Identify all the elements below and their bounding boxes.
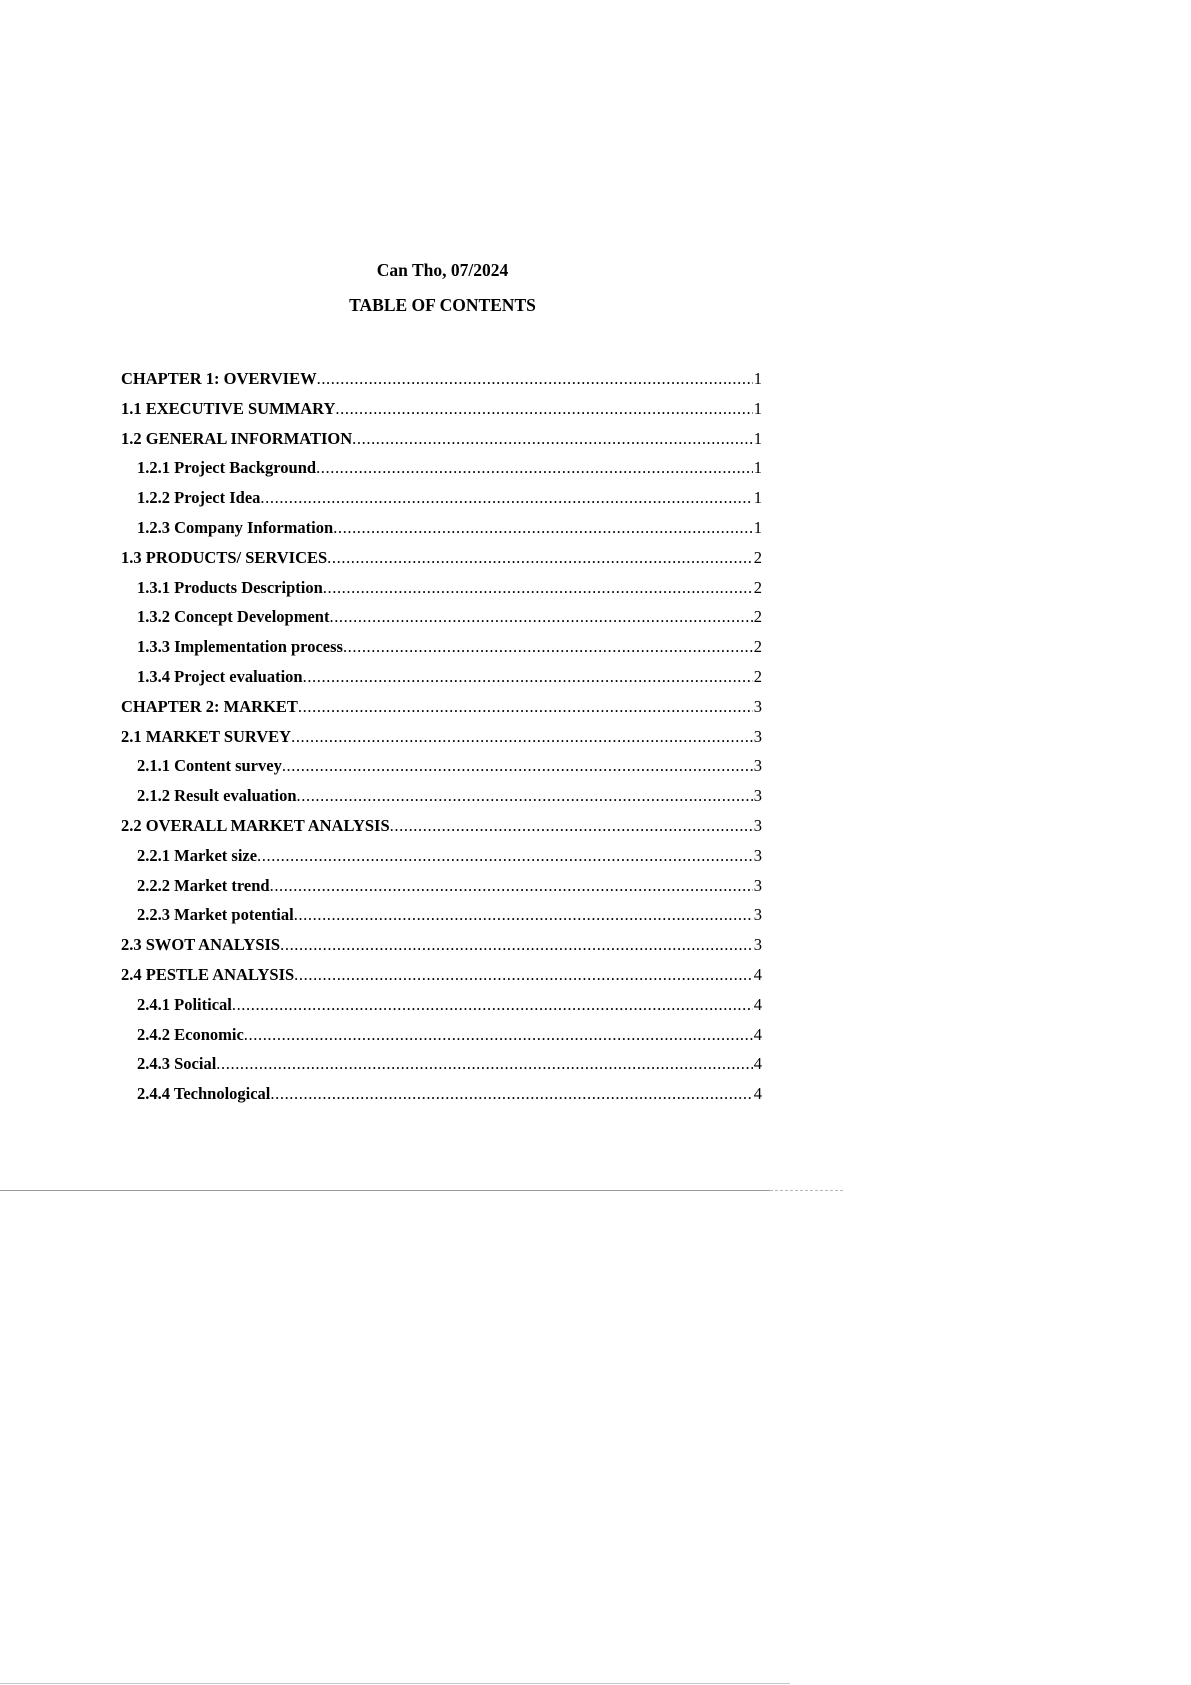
toc-entry[interactable] — [121, 453, 762, 483]
toc-dot-leader — [291, 722, 753, 752]
toc-entry-page-number: 1 — [753, 488, 762, 508]
toc-entry-page-number: 1 — [753, 517, 762, 537]
toc-dot-leader — [329, 602, 752, 632]
toc-entry[interactable] — [121, 841, 762, 871]
toc-entry-page-number: 1 — [753, 458, 762, 478]
page-break-rule — [0, 1190, 770, 1191]
toc-dot-leader — [282, 751, 753, 781]
toc-entry-title: 2.4.3 Social — [137, 1054, 217, 1074]
toc-dot-leader — [232, 990, 753, 1020]
toc-entry-page-number: 1 — [753, 428, 762, 448]
toc-entry[interactable] — [121, 513, 762, 543]
toc-entry-page-number: 2 — [753, 577, 762, 597]
toc-entry-title: CHAPTER 2: MARKET — [121, 696, 298, 716]
toc-dot-leader — [297, 781, 753, 811]
toc-dot-leader — [327, 543, 753, 573]
toc-entry-page-number: 4 — [753, 1054, 762, 1074]
toc-entry[interactable] — [121, 871, 762, 901]
toc-dot-leader — [390, 811, 753, 841]
toc-heading: TABLE OF CONTENTS — [349, 295, 536, 315]
toc-entry[interactable] — [121, 573, 762, 603]
next-page-edge — [0, 1683, 790, 1684]
toc-dot-leader — [270, 871, 753, 901]
toc-entry-title: 1.2.1 Project Background — [137, 458, 317, 478]
toc-entry-page-number: 3 — [753, 756, 762, 776]
toc-dot-leader — [303, 662, 753, 692]
toc-entry[interactable] — [121, 1049, 762, 1079]
toc-entry[interactable] — [121, 960, 762, 990]
toc-entry[interactable] — [121, 990, 762, 1020]
toc-entry-page-number: 4 — [753, 1084, 762, 1104]
toc-entry-page-number: 2 — [753, 607, 762, 627]
toc-entry-page-number: 3 — [753, 696, 762, 716]
toc-dot-leader — [244, 1020, 753, 1050]
toc-entry-title: 2.2.2 Market trend — [137, 875, 270, 895]
toc-entry-page-number: 4 — [753, 964, 762, 984]
toc-entry[interactable] — [121, 424, 762, 454]
toc-entry-page-number: 3 — [753, 815, 762, 835]
toc-entry-page-number: 3 — [753, 905, 762, 925]
toc-entry[interactable] — [121, 1079, 762, 1109]
toc-dot-leader — [333, 513, 753, 543]
dateline: Can Tho, 07/2024 — [376, 260, 509, 280]
toc-entry-title: CHAPTER 1: OVERVIEW — [121, 369, 317, 388]
toc-dot-leader — [316, 453, 753, 483]
toc-dot-leader — [298, 692, 753, 722]
toc-entry-title: 1.3 PRODUCTS/ SERVICES — [121, 547, 328, 567]
toc-entry[interactable] — [121, 662, 762, 692]
toc-entry[interactable] — [121, 602, 762, 632]
toc-dot-leader — [323, 573, 753, 603]
toc-dot-leader — [216, 1049, 752, 1079]
toc-entry-page-number: 2 — [753, 666, 762, 686]
toc-entry-title: 2.2.3 Market potential — [137, 905, 294, 925]
toc-entry[interactable] — [121, 692, 762, 722]
toc-entry-page-number: 1 — [753, 398, 762, 418]
toc-entry-title: 1.3.3 Implementation process — [137, 637, 343, 657]
toc-entry[interactable] — [121, 751, 762, 781]
toc-entry-title: 2.4.1 Political — [137, 994, 232, 1014]
toc-entry[interactable] — [121, 811, 762, 841]
toc-entry-title: 1.3.4 Project evaluation — [137, 666, 303, 686]
toc-entry[interactable] — [121, 394, 762, 424]
toc-dot-leader — [335, 394, 752, 424]
toc-dot-leader — [343, 632, 753, 662]
toc-entry-title: 1.1 EXECUTIVE SUMMARY — [121, 398, 336, 418]
toc-entry-page-number: 3 — [753, 935, 762, 955]
toc-entry-title: 2.4 PESTLE ANALYSIS — [121, 964, 295, 984]
toc-entry-title: 2.2.1 Market size — [137, 845, 258, 865]
toc-dot-leader — [352, 424, 753, 454]
toc-entry-title: 2.1.1 Content survey — [137, 756, 282, 776]
toc-entry-title: 1.3.2 Concept Development — [137, 607, 330, 627]
toc-dot-leader — [280, 930, 753, 960]
toc-entry-title: 2.4.4 Technological — [137, 1084, 271, 1104]
toc-entry-page-number: 2 — [753, 637, 762, 657]
toc-dot-leader — [294, 960, 753, 990]
table-of-contents — [121, 364, 762, 1109]
toc-dot-leader — [257, 841, 753, 871]
toc-dot-leader — [294, 900, 753, 930]
toc-entry-title: 2.1.2 Result evaluation — [137, 786, 297, 806]
toc-entry-page-number: 4 — [753, 994, 762, 1014]
toc-entry[interactable] — [121, 1020, 762, 1050]
toc-entry[interactable] — [121, 364, 762, 394]
toc-dot-leader — [317, 364, 753, 394]
toc-entry[interactable] — [121, 483, 762, 513]
toc-entry[interactable] — [121, 722, 762, 752]
toc-entry-page-number: 1 — [753, 369, 762, 388]
toc-entry-title: 1.2.3 Company Information — [137, 517, 334, 537]
toc-entry-title: 1.2.2 Project Idea — [137, 488, 261, 508]
toc-entry-title: 1.3.1 Products Description — [137, 577, 323, 597]
toc-entry-title: 2.1 MARKET SURVEY — [121, 726, 292, 746]
toc-entry-page-number: 3 — [753, 845, 762, 865]
toc-entry-title: 2.4.2 Economic — [137, 1024, 244, 1044]
toc-dot-leader — [270, 1079, 752, 1109]
toc-entry-page-number: 3 — [753, 726, 762, 746]
toc-dot-leader — [260, 483, 752, 513]
toc-entry[interactable] — [121, 900, 762, 930]
toc-entry[interactable] — [121, 930, 762, 960]
toc-entry[interactable] — [121, 543, 762, 573]
toc-entry-page-number: 3 — [753, 786, 762, 806]
toc-entry-title: 2.2 OVERALL MARKET ANALYSIS — [121, 815, 390, 835]
toc-entry[interactable] — [121, 632, 762, 662]
toc-entry-page-number: 3 — [753, 875, 762, 895]
toc-entry[interactable] — [121, 781, 762, 811]
toc-entry-title: 2.3 SWOT ANALYSIS — [121, 935, 281, 955]
toc-entry-page-number: 2 — [753, 547, 762, 567]
page-break-rule-tail — [770, 1190, 843, 1191]
toc-entry-page-number: 4 — [753, 1024, 762, 1044]
toc-entry-title: 1.2 GENERAL INFORMATION — [121, 428, 353, 448]
